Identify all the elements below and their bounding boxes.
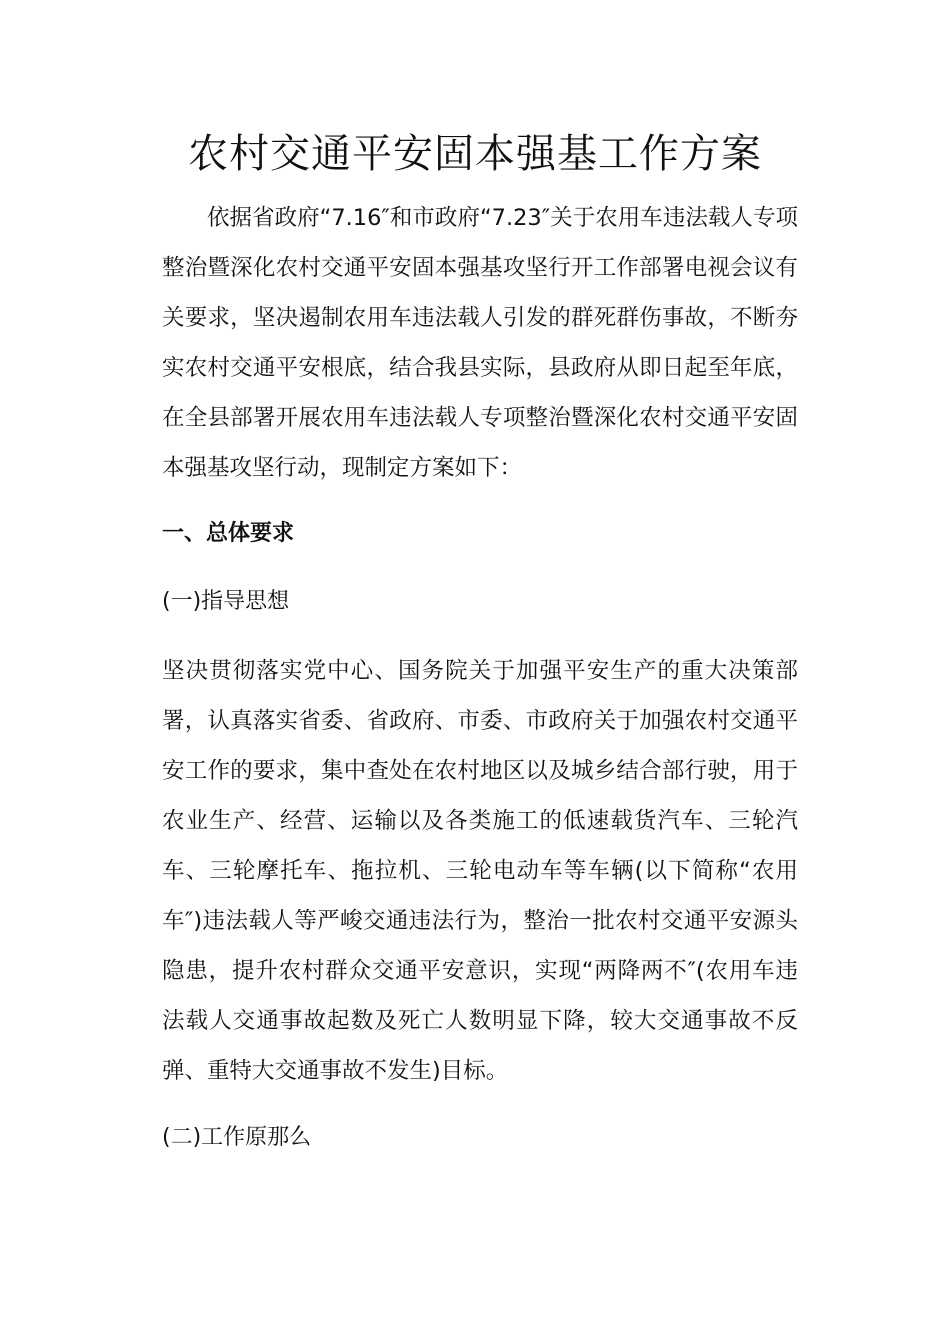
subsection-heading-guiding-ideology: (一)指导思想 <box>162 589 290 614</box>
document-title: 农村交通平安固本强基工作方案 <box>188 131 762 177</box>
subsection-heading-work-principles: (二)工作原那么 <box>162 1125 312 1150</box>
section-heading-overall-requirements: 一、总体要求 <box>162 521 295 546</box>
intro-paragraph: 依据省政府“7.16″和市政府“7.23″关于农用车违法载人专项整治暨深化农村交通平安固本强基攻坚行开工作部署电视会议有关要求，坚决遏制农用车违法载人引发的群死群伤事故，不断夯实农村交通平安根底，结合我县实际，县政府从即日起至年底，在全县部署开展农用车违法载人专项整治暨深化农村交通平安固本强基攻坚行动，现制定方案如下： <box>162 205 798 481</box>
guiding-ideology-paragraph: 坚决贯彻落实党中心、国务院关于加强平安生产的重大决策部署，认真落实省委、省政府、市委、市政府关于加强农村交通平安工作的要求，集中查处在农村地区以及城乡结合部行驶，用于农业生产、经营、运输以及各类施工的低速载货汽车、三轮汽车、三轮摩托车、拖拉机、三轮电动车等车辆(以下简称“农用车″)违法载人等严峻交通违法行为，整治一批农村交通平安源头隐患，提升农村群众交通平安意识，实现“两降两不″(农用车违法载人交通事故起数及死亡人数明显下降，较大交通事故不反弹、重特大交通事故不发生)目标。 <box>162 658 798 1084</box>
